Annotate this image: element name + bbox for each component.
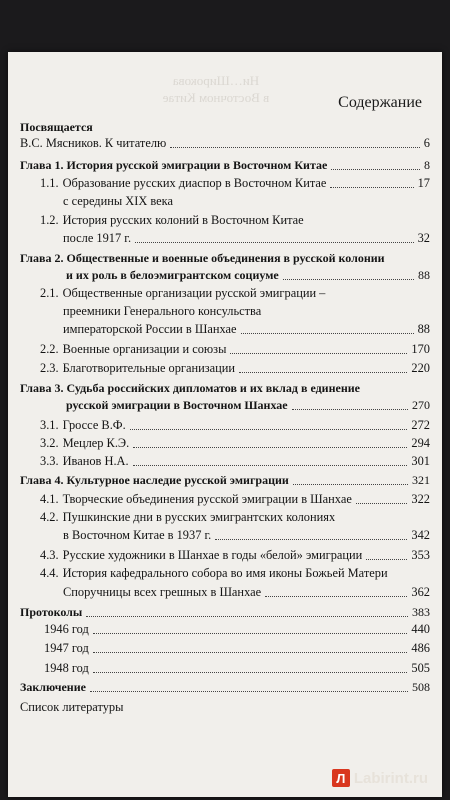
toc-entry	[20, 120, 102, 135]
toc-entry-title: 1948 год	[44, 661, 89, 675]
toc-entry-title: в Восточном Китае в 1937 г.	[63, 528, 212, 542]
toc-page-number: 17	[417, 176, 430, 190]
toc-entry-title: Благотворительные организации	[62, 361, 236, 375]
toc-entry-number: 4.2.	[40, 510, 59, 524]
toc-entry	[20, 700, 372, 715]
toc-entry	[40, 176, 430, 191]
toc-entry-title: после 1917 г.	[63, 231, 132, 245]
toc-leader-dots	[239, 372, 407, 373]
toc-entry-title: Споручницы всех грешных в Шанхае	[63, 585, 262, 599]
toc-entry	[20, 251, 428, 266]
toc-page-number: 486	[411, 641, 430, 655]
toc-leader-dots	[86, 616, 408, 617]
toc-entry	[40, 436, 430, 451]
toc-entry-title: Посвящается	[20, 120, 93, 134]
toc-entry-number: 2.3.	[40, 361, 59, 375]
toc-page-number: 220	[411, 361, 430, 375]
bleed-through-text: Ни…Широкова в Восточном Китае	[162, 73, 270, 105]
toc-entry	[20, 136, 430, 151]
toc-entry-number: 2.2.	[40, 342, 59, 356]
toc-page-number: 342	[411, 528, 430, 542]
toc-entry-title: Протоколы	[20, 605, 83, 619]
toc-entry-number: 3.1.	[40, 418, 59, 432]
toc-entry	[40, 286, 402, 301]
toc-entry	[44, 641, 430, 656]
toc-leader-dots	[170, 147, 420, 148]
toc-entry	[44, 661, 430, 676]
toc-leader-dots	[293, 484, 408, 485]
toc-entry	[40, 566, 430, 581]
toc-entry-number: 4.4.	[40, 566, 59, 580]
toc-entry-title: с середины XIX века	[63, 194, 173, 208]
toc-entry-title: Иванов Н.А.	[62, 454, 129, 468]
toc-entry-number: 1.1.	[40, 176, 59, 190]
toc-entry	[63, 528, 430, 543]
toc-entry	[40, 418, 430, 433]
toc-page-number: 505	[411, 661, 430, 675]
toc-leader-dots	[93, 633, 408, 634]
table-of-contents	[8, 52, 442, 797]
labirint-l-icon: Л	[332, 769, 350, 787]
toc-entry	[40, 361, 430, 376]
toc-entry	[40, 213, 302, 228]
labirint-watermark	[332, 769, 428, 787]
toc-entry-title: Список литературы	[20, 700, 124, 714]
toc-entry-title: Общественные организации русской эмиграции –	[62, 286, 326, 300]
book-page	[8, 52, 442, 797]
toc-entry-title: Военные организации и союзы	[62, 342, 227, 356]
toc-entry-title: История кафедрального собора во имя иконы Божьей Матери	[62, 566, 388, 580]
toc-page-number: 272	[411, 418, 430, 432]
toc-entry-number: 3.3.	[40, 454, 59, 468]
toc-entry-title: Заключение	[20, 680, 86, 694]
toc-page-number: 88	[417, 322, 430, 336]
toc-page-number: 321	[412, 473, 430, 487]
toc-leader-dots	[133, 447, 407, 448]
toc-entry	[20, 473, 430, 488]
toc-entry-title: Гроссе В.Ф.	[62, 418, 126, 432]
toc-leader-dots	[356, 503, 408, 504]
toc-entry	[66, 398, 430, 413]
toc-leader-dots	[366, 559, 407, 560]
toc-heading: Содержание	[338, 94, 422, 111]
toc-page-number: 8	[424, 158, 430, 172]
toc-entry-number: 1.2.	[40, 213, 59, 227]
toc-page-number: 170	[411, 342, 430, 356]
toc-entry	[63, 194, 242, 209]
toc-entry	[63, 231, 430, 246]
toc-page-number: 88	[418, 268, 430, 282]
toc-entry-number: 4.3.	[40, 548, 59, 562]
watermark-text: Labirint.ru	[353, 769, 428, 787]
toc-page-number: 301	[411, 454, 430, 468]
toc-page-number: 440	[411, 622, 430, 636]
toc-entry	[40, 492, 430, 507]
toc-leader-dots	[133, 465, 408, 466]
toc-entry-title: Глава 1. История русской эмиграции в Восточном Китае	[20, 158, 328, 172]
toc-page-number: 383	[412, 605, 430, 619]
toc-entry-title: императорской России в Шанхае	[63, 322, 237, 336]
toc-entry-title: История русских колоний в Восточном Китае	[62, 213, 304, 227]
toc-entry	[40, 342, 430, 357]
toc-entry-title: Русские художники в Шанхае в годы «белой» эмиграции	[62, 548, 363, 562]
toc-entry	[63, 322, 430, 337]
toc-entry	[40, 548, 430, 563]
toc-entry-number: 3.2.	[40, 436, 59, 450]
toc-entry	[20, 605, 430, 620]
toc-page-number: 6	[423, 136, 430, 150]
toc-entry-title: русской эмиграции в Восточном Шанхае	[66, 398, 288, 412]
toc-entry-title: Образование русских диаспор в Восточном Китае	[62, 176, 327, 190]
toc-entry-number: 2.1.	[40, 286, 59, 300]
toc-entry	[63, 585, 430, 600]
toc-leader-dots	[93, 672, 408, 673]
toc-entry-title: Глава 4. Культурное наследие русской эмиграции	[20, 473, 289, 487]
toc-page-number: 362	[411, 585, 430, 599]
toc-entry-title: и их роль в белоэмигрантском социуме	[66, 268, 279, 282]
toc-entry	[44, 622, 430, 637]
toc-leader-dots	[330, 187, 413, 188]
toc-entry	[40, 454, 430, 469]
toc-entry-title: Творческие объединения русской эмиграции в Шанхае	[62, 492, 352, 506]
toc-leader-dots	[215, 539, 407, 540]
toc-entry-title: Глава 3. Судьба российских дипломатов и их вклад в единение	[20, 381, 360, 395]
toc-page-number: 322	[411, 492, 430, 506]
toc-page-number: 294	[411, 436, 430, 450]
toc-entry-title: Глава 2. Общественные и военные объединения в русской колонии	[20, 251, 385, 265]
toc-leader-dots	[331, 169, 420, 170]
toc-entry-title: Пушкинские дни в русских эмигрантских колониях	[62, 510, 336, 524]
toc-leader-dots	[265, 596, 407, 597]
toc-entry-title: 1947 год	[44, 641, 89, 655]
toc-entry-title: Мецлер К.Э.	[62, 436, 130, 450]
toc-leader-dots	[90, 691, 408, 692]
toc-leader-dots	[135, 242, 414, 243]
toc-page-number: 353	[411, 548, 430, 562]
toc-page-number: 270	[412, 398, 430, 412]
toc-page-number: 508	[412, 680, 430, 694]
toc-entry-number: 4.1.	[40, 492, 59, 506]
toc-entry	[40, 510, 428, 525]
toc-leader-dots	[292, 409, 408, 410]
toc-leader-dots	[230, 353, 407, 354]
toc-entry-title: преемники Генерального консульства	[63, 304, 262, 318]
toc-entry	[63, 304, 382, 319]
toc-leader-dots	[93, 652, 408, 653]
toc-leader-dots	[283, 279, 414, 280]
toc-entry-title: В.С. Мясников. К читателю	[20, 136, 167, 150]
toc-entry	[20, 158, 430, 173]
toc-entry	[66, 268, 430, 283]
toc-leader-dots	[130, 429, 408, 430]
toc-leader-dots	[241, 333, 414, 334]
toc-entry-title: 1946 год	[44, 622, 89, 636]
toc-entry	[20, 680, 430, 695]
toc-page-number: 32	[417, 231, 430, 245]
toc-entry	[20, 381, 428, 396]
